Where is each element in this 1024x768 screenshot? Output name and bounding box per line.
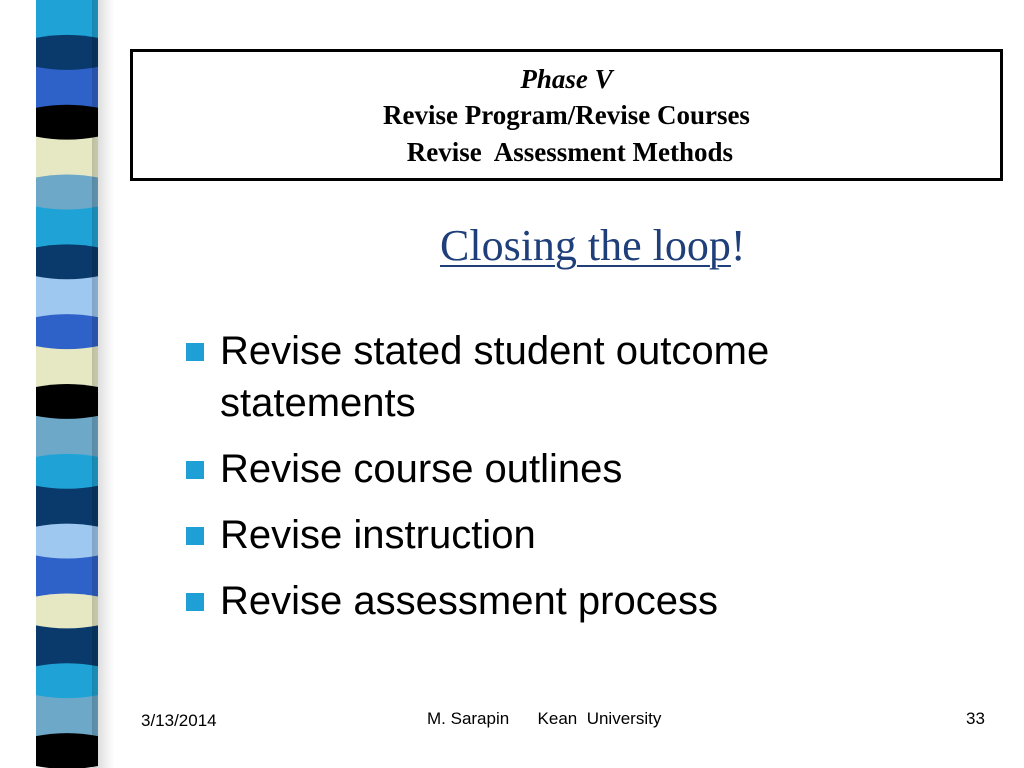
strip-band <box>36 0 98 39</box>
phase-title: Phase V <box>520 64 613 94</box>
bullet-text: Revise instruction <box>220 513 536 557</box>
decorative-strip <box>36 0 98 768</box>
strip-band <box>36 206 98 248</box>
bullet-item <box>180 443 880 495</box>
bullet-text: Revise course outlines <box>220 447 623 491</box>
strip-band <box>36 486 98 528</box>
bullet-text: Revise assessment process <box>220 579 718 623</box>
square-bullet-icon <box>186 593 204 611</box>
strip-band <box>36 663 98 699</box>
strip-band <box>36 175 98 211</box>
strip-band <box>36 346 98 388</box>
bullet-item <box>180 575 880 627</box>
footer-page-number: 33 <box>966 709 985 728</box>
strip-band <box>36 593 98 629</box>
decorative-strip-graphic <box>36 0 98 768</box>
bullet-list <box>180 325 880 641</box>
closing-the-loop-link[interactable]: Closing the loop <box>440 221 731 270</box>
strip-band <box>36 454 98 490</box>
footer-author-institution: M. Sarapin Kean University <box>427 709 662 728</box>
subtitle <box>440 218 746 274</box>
bullet-item <box>180 325 880 429</box>
strip-band <box>36 244 98 280</box>
strip-band <box>36 416 98 458</box>
bullet-item <box>180 509 880 561</box>
strip-band <box>36 524 98 560</box>
title-box <box>130 49 1003 181</box>
strip-band <box>36 733 98 768</box>
square-bullet-icon <box>186 461 204 479</box>
title-line-revise-program: Revise Program/Revise Courses <box>383 100 750 130</box>
strip-band <box>36 276 98 318</box>
strip-band <box>36 67 98 109</box>
footer-date: 3/13/2014 <box>141 711 217 730</box>
square-bullet-icon <box>186 527 204 545</box>
square-bullet-icon <box>186 343 204 361</box>
strip-band <box>36 625 98 667</box>
strip-band <box>36 556 98 598</box>
strip-shadow <box>92 0 114 768</box>
strip-band <box>36 137 98 179</box>
strip-band <box>36 384 98 420</box>
subtitle-exclamation: ! <box>730 221 746 270</box>
title-line-revise-assessment: Revise Assessment Methods <box>400 137 733 167</box>
bullet-text: Revise stated student outcome statements <box>220 329 770 425</box>
strip-band <box>36 695 98 737</box>
strip-band <box>36 35 98 71</box>
strip-band <box>36 314 98 350</box>
strip-band <box>36 105 98 141</box>
